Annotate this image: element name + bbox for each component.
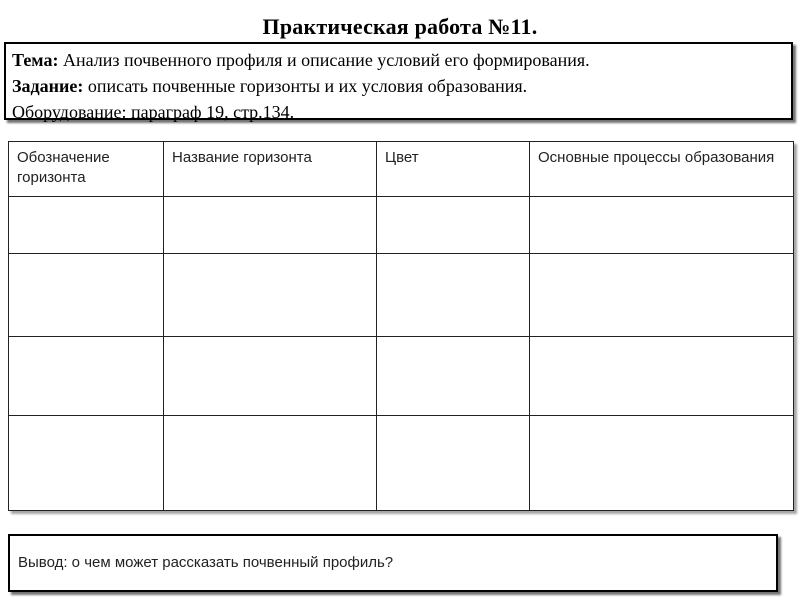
header-processes: Основные процессы образования [530,142,794,197]
equipment-line: Оборудование: параграф 19, стр.134. [12,102,295,122]
table-cell[interactable] [164,254,377,337]
table-cell[interactable] [164,197,377,254]
table-cell[interactable] [377,337,530,416]
table-cell[interactable] [9,337,164,416]
conclusion-box: Вывод: о чем может рассказать почвенный профиль? [8,534,778,592]
table-cell[interactable] [377,197,530,254]
table-cell[interactable] [530,254,794,337]
theme-text: Анализ почвенного профиля и описание условий его формирования. [58,50,590,70]
table-row [9,254,794,337]
table-cell[interactable] [164,416,377,511]
table-cell[interactable] [9,416,164,511]
table-cell[interactable] [164,337,377,416]
theme-line [12,47,785,73]
page-title: Практическая работа №11. [262,14,538,39]
table-cell[interactable] [530,337,794,416]
task-box [4,42,793,120]
table-row [9,197,794,254]
header-horizon-code: Обозначение горизонта [9,142,164,197]
table-cell[interactable] [377,254,530,337]
table-header-row [9,142,794,197]
table-row [9,416,794,511]
theme-label: Тема: [12,50,59,70]
table-cell[interactable] [530,416,794,511]
table-cell[interactable] [530,197,794,254]
table-cell[interactable] [9,197,164,254]
table-cell[interactable] [377,416,530,511]
assignment-text: описать почвенные горизонты и их условия образования. [83,76,528,96]
horizons-table [8,141,794,511]
assignment-label: Задание: [12,76,84,96]
assignment-line [12,73,785,99]
header-color: Цвет [377,142,530,197]
header-horizon-name: Название горизонта [164,142,377,197]
table-cell[interactable] [9,254,164,337]
table-row [9,337,794,416]
